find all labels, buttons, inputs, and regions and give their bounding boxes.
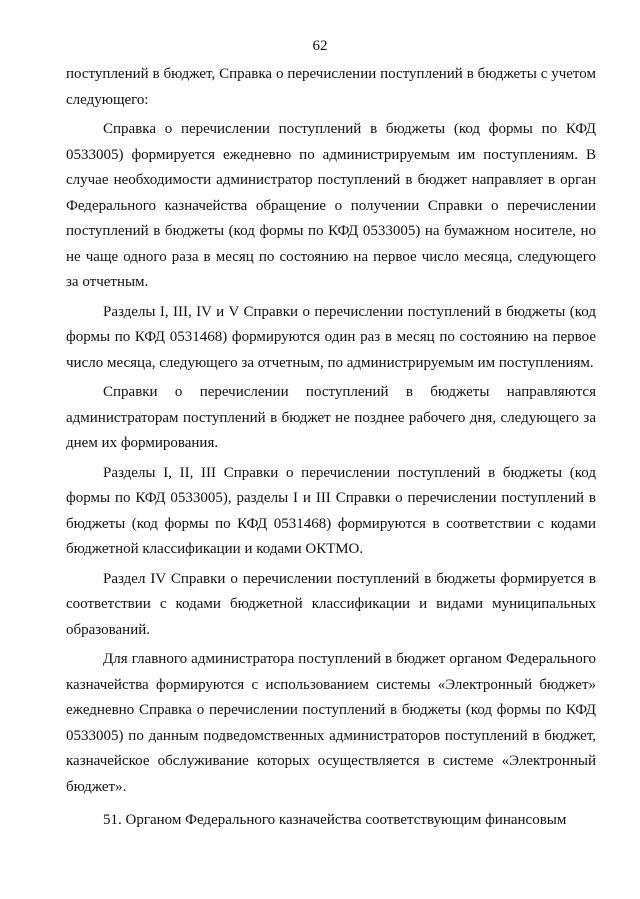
paragraph-item-51: 51. Органом Федерального казначейства соответствующим финансовым — [103, 812, 567, 828]
paragraph-delivery-deadline: Справки о перечислении поступлений в бюджеты направляются администраторам поступлений в бюджет не позднее рабочего дня, следующего за днем их формирования. — [66, 384, 596, 451]
paragraph-monthly-sections: Разделы I, III, IV и V Справки о перечислении поступлений в бюджеты (код формы по КФД 0531468) формируются один раз в месяц по состоянию на первое число месяца, следующего за отчетным, по администрируемым им поступлениям. — [66, 303, 596, 371]
paragraph-section-iv: Раздел IV Справки о перечислении поступлений в бюджеты формируется в соответствии с кодами бюджетной классификации и видами муниципальных образований. — [66, 570, 596, 638]
paragraph-chief-administrator: Для главного администратора поступлений в бюджет органом Федерального казначейства формируются с использованием системы «Электронный бюджет» ежедневно Справка о перечислении поступлений в бюджеты (код формы по КФД 0533005) по данным подведомственных администраторов поступлений в бюджет, казначейское обслуживание которых осуществляется в системе «Электронный бюджет». — [66, 651, 596, 795]
page-number: 62 — [312, 38, 328, 54]
paragraph-continuation: поступлений в бюджет, Справка о перечислении поступлений в бюджеты с учетом следующего: — [66, 66, 596, 108]
paragraph-daily-certificate: Справка о перечислении поступлений в бюджеты (код формы по КФД 0533005) формируется ежедневно по администрируемым им поступлениям. В случае необходимости администратор поступлений в бюджет направляет в орган Федерального казначейства обращение о получении Справки о перечислении поступлений в бюджеты (код формы по КФД 0533005) на бумажном носителе, но не чаще одного раза в месяц по состоянию на первое число месяца, следующего за отчетным. — [66, 121, 596, 290]
document-body — [66, 62, 596, 834]
paragraph-classification-codes: Разделы I, II, III Справки о перечислении поступлений в бюджеты (код формы по КФД 0533005), разделы I и III Справки о перечислении поступлений в бюджеты (код формы по КФД 0531468) формируются в соответствии с кодами бюджетной классификации и кодами ОКТМО. — [66, 464, 596, 557]
